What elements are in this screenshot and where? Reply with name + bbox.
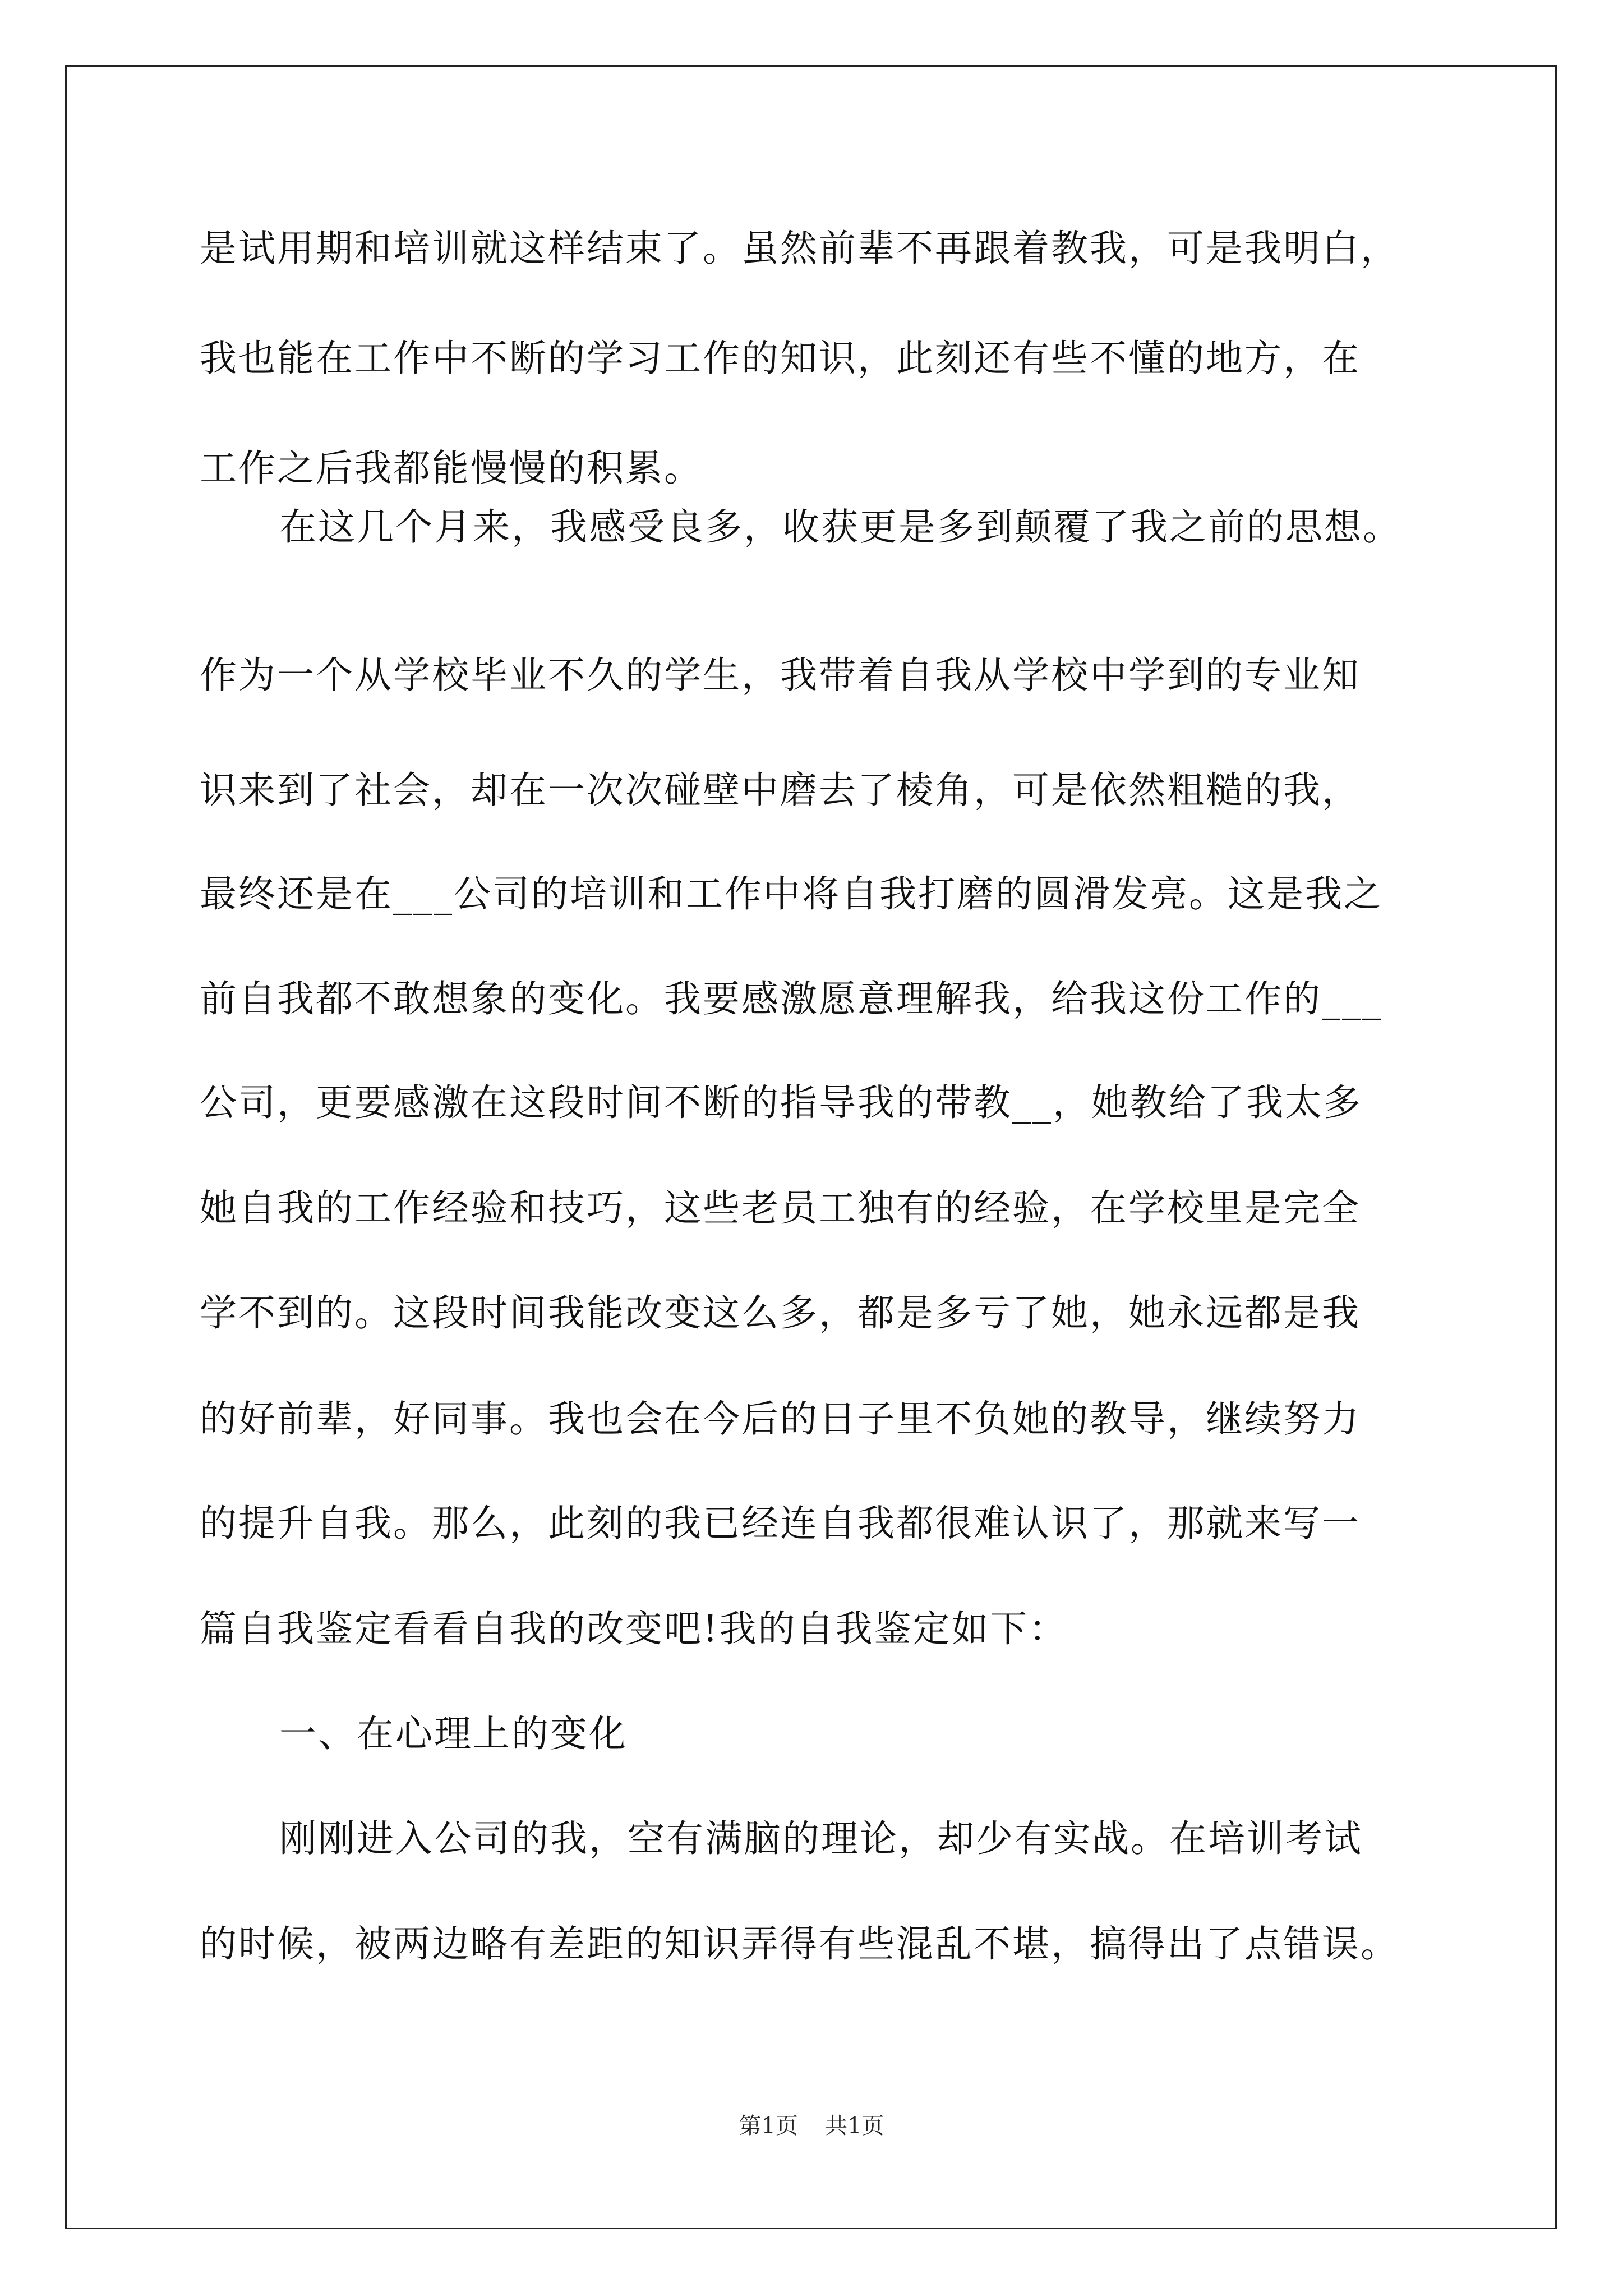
section-heading: 一、在心理上的变化 xyxy=(279,1712,628,1755)
text-line: 工作之后我都能慢慢的积累。 xyxy=(200,447,703,490)
text-line: 的好前辈，好同事。我也会在今后的日子里不负她的教导，继续努力 xyxy=(200,1397,1361,1441)
text-line: 刚刚进入公司的我，空有满脑的理论，却少有实战。在培训考试 xyxy=(279,1817,1363,1860)
text-line: 公司，更要感激在这段时间不断的指导我的带教__，她教给了我太多 xyxy=(200,1081,1362,1124)
page-footer xyxy=(0,2112,1623,2140)
text-line: 我也能在工作中不断的学习工作的知识，此刻还有些不懂的地方，在 xyxy=(200,337,1361,380)
text-line: 篇自我鉴定看看自我的改变吧!我的自我鉴定如下： xyxy=(200,1607,1068,1650)
text-line: 她自我的工作经验和技巧，这些老员工独有的经验，在学校里是完全 xyxy=(200,1186,1361,1230)
text-line: 识来到了社会，却在一次次碰壁中磨去了棱角，可是依然粗糙的我， xyxy=(200,769,1361,812)
text-line: 的提升自我。那么，此刻的我已经连自我都很难认识了，那就来写一 xyxy=(200,1502,1361,1545)
page-total: 共1页 xyxy=(825,2113,884,2139)
text-line: 最终还是在___公司的培训和工作中将自我打磨的圆滑发亮。这是我之 xyxy=(200,872,1382,915)
text-line: 的时候，被两边略有差距的知识弄得有些混乱不堪，搞得出了点错误。 xyxy=(200,1922,1399,1966)
page-number: 第1页 xyxy=(739,2113,798,2139)
text-line: 作为一个从学校毕业不久的学生，我带着自我从学校中学到的专业知 xyxy=(200,654,1361,697)
text-line: 学不到的。这段时间我能改变这么多，都是多亏了她，她永远都是我 xyxy=(200,1291,1361,1335)
text-line: 在这几个月来，我感受良多，收获更是多到颠覆了我之前的思想。 xyxy=(279,505,1401,549)
text-line: 是试用期和培训就这样结束了。虽然前辈不再跟着教我，可是我明白， xyxy=(200,227,1399,270)
text-line: 前自我都不敢想象的变化。我要感激愿意理解我，给我这份工作的___ xyxy=(200,977,1382,1020)
